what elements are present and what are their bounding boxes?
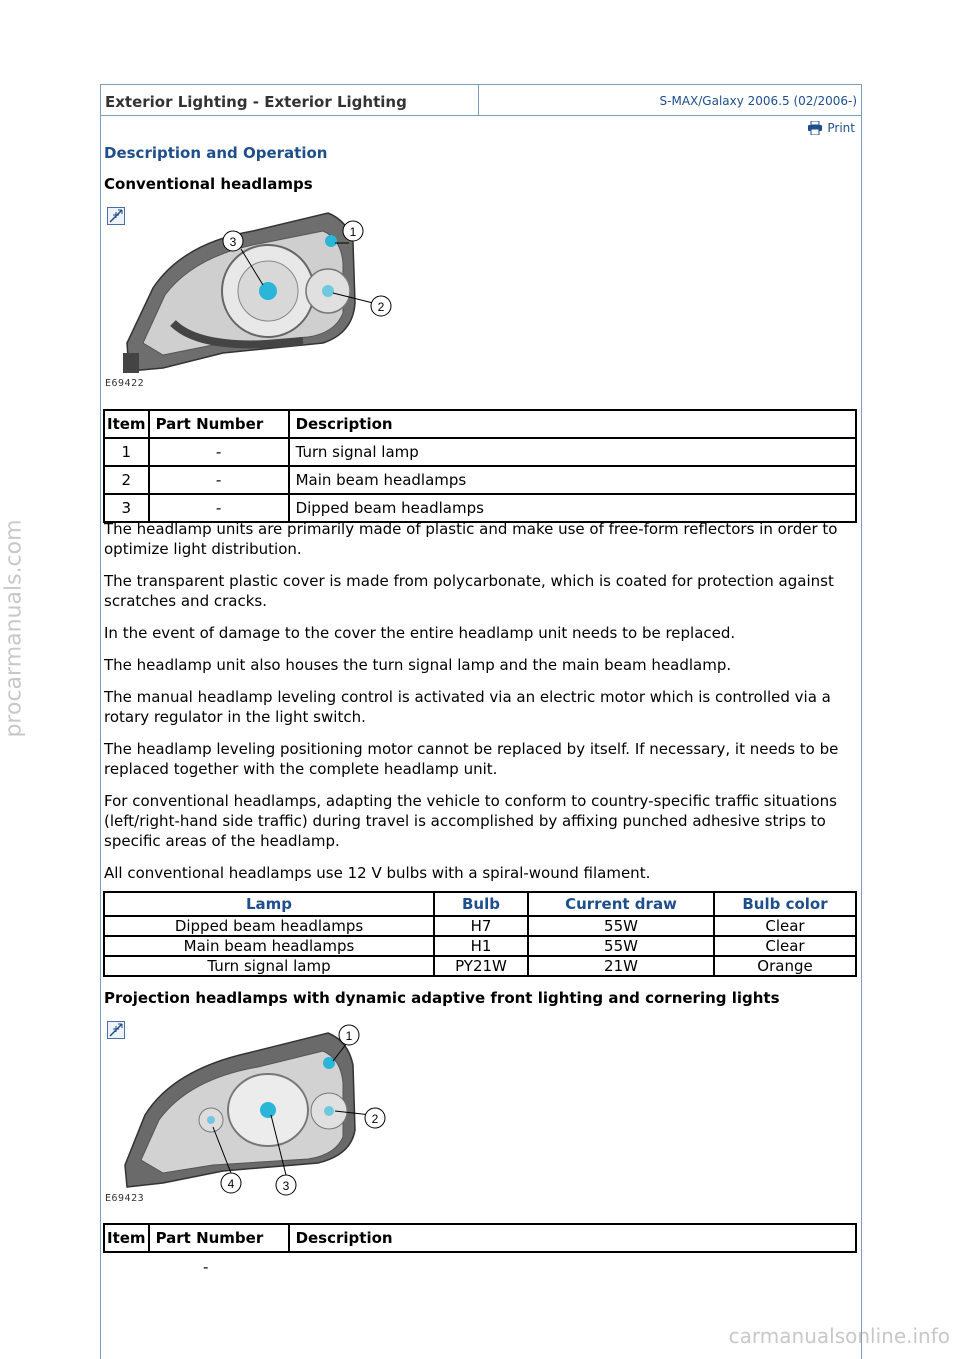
col-current-draw: Current draw [528, 892, 714, 916]
col-part-number: Part Number [149, 1224, 289, 1252]
callout-3: 3 [282, 1179, 290, 1193]
part-number: - [149, 438, 289, 466]
document-title: Exterior Lighting - Exterior Lighting [101, 85, 479, 115]
paragraph: The headlamp units are primarily made of plastic and make use of free-form reflectors in order to optimize light distribution. [104, 520, 838, 558]
table-row [104, 956, 856, 976]
item-table-conventional [103, 409, 857, 523]
lamp-name: Dipped beam headlamps [104, 916, 434, 936]
subsection-title-projection: Projection headlamps with dynamic adaptive front lighting and cornering lights [104, 989, 780, 1007]
paragraph: The headlamp unit also houses the turn signal lamp and the main beam headlamp. [104, 656, 732, 674]
item-description: Dipped beam headlamps [289, 494, 856, 522]
part-number: - [149, 494, 289, 522]
side-watermark: procarmanuals.com [1, 519, 27, 738]
table-row [104, 916, 856, 936]
col-description: Description [289, 410, 856, 438]
vehicle-model: S-MAX/Galaxy 2006.5 (02/2006-) [659, 94, 857, 108]
table-row [104, 466, 856, 494]
col-part-number: Part Number [149, 410, 289, 438]
bulb-color: Clear [714, 916, 856, 936]
callout-4: 4 [227, 1177, 235, 1191]
paragraph: The manual headlamp leveling control is activated via an electric motor which is controlled via a rotary regulator in the light switch. [104, 688, 831, 726]
callout-1: 1 [345, 1029, 353, 1043]
paragraph: All conventional headlamps use 12 V bulbs with a spiral-wound filament. [104, 864, 651, 882]
item-number: 3 [104, 494, 149, 522]
document-header [101, 85, 861, 116]
conventional-headlamp-figure [103, 203, 403, 395]
bulb-type: H7 [434, 916, 528, 936]
col-item: Item [104, 1224, 149, 1252]
bulb-color: Clear [714, 936, 856, 956]
part-number: - [149, 466, 289, 494]
current-draw: 55W [528, 916, 714, 936]
col-bulb-color: Bulb color [714, 892, 856, 916]
printer-icon [807, 121, 823, 135]
item-number: 2 [104, 466, 149, 494]
table-row [104, 936, 856, 956]
item-description: Turn signal lamp [289, 438, 856, 466]
bulb-type: H1 [434, 936, 528, 956]
item-table-projection [103, 1223, 857, 1253]
section-title: Description and Operation [104, 144, 328, 162]
bulb-color: Orange [714, 956, 856, 976]
figure-id: E69423 [105, 1193, 145, 1204]
table-row [104, 438, 856, 466]
item-number: 1 [104, 438, 149, 466]
bulb-table [103, 891, 857, 977]
print-button[interactable] [807, 121, 855, 135]
print-label: Print [827, 121, 855, 135]
projection-headlamp-figure [103, 1015, 403, 1209]
col-item: Item [104, 410, 149, 438]
footer-watermark: carmanualsonline.info [728, 1324, 950, 1348]
callout-3: 3 [229, 235, 237, 249]
callout-2: 2 [371, 1112, 379, 1126]
callout-2: 2 [377, 300, 385, 314]
current-draw: 55W [528, 936, 714, 956]
col-bulb: Bulb [434, 892, 528, 916]
trailing-dash: - [203, 1258, 209, 1276]
paragraph: In the event of damage to the cover the entire headlamp unit needs to be replaced. [104, 624, 736, 642]
current-draw: 21W [528, 956, 714, 976]
callout-1: 1 [349, 225, 357, 239]
lamp-name: Turn signal lamp [104, 956, 434, 976]
paragraph: The headlamp leveling positioning motor cannot be replaced by itself. If necessary, it needs to be replaced together with the complete headlamp unit. [104, 740, 839, 778]
paragraph: The transparent plastic cover is made from polycarbonate, which is coated for protection against scratches and cracks. [104, 572, 834, 610]
col-description: Description [289, 1224, 856, 1252]
document-page [100, 84, 862, 1359]
figure-id: E69422 [105, 378, 145, 389]
col-lamp: Lamp [104, 892, 434, 916]
lamp-name: Main beam headlamps [104, 936, 434, 956]
paragraph: For conventional headlamps, adapting the vehicle to conform to country-specific traffic situations (left/right-hand side traffic) during travel is accomplished by affixing punched adhesive strips to specific areas of the headlamp. [104, 792, 837, 850]
subsection-title-conventional: Conventional headlamps [104, 175, 313, 193]
bulb-type: PY21W [434, 956, 528, 976]
item-description: Main beam headlamps [289, 466, 856, 494]
table-row [104, 494, 856, 522]
